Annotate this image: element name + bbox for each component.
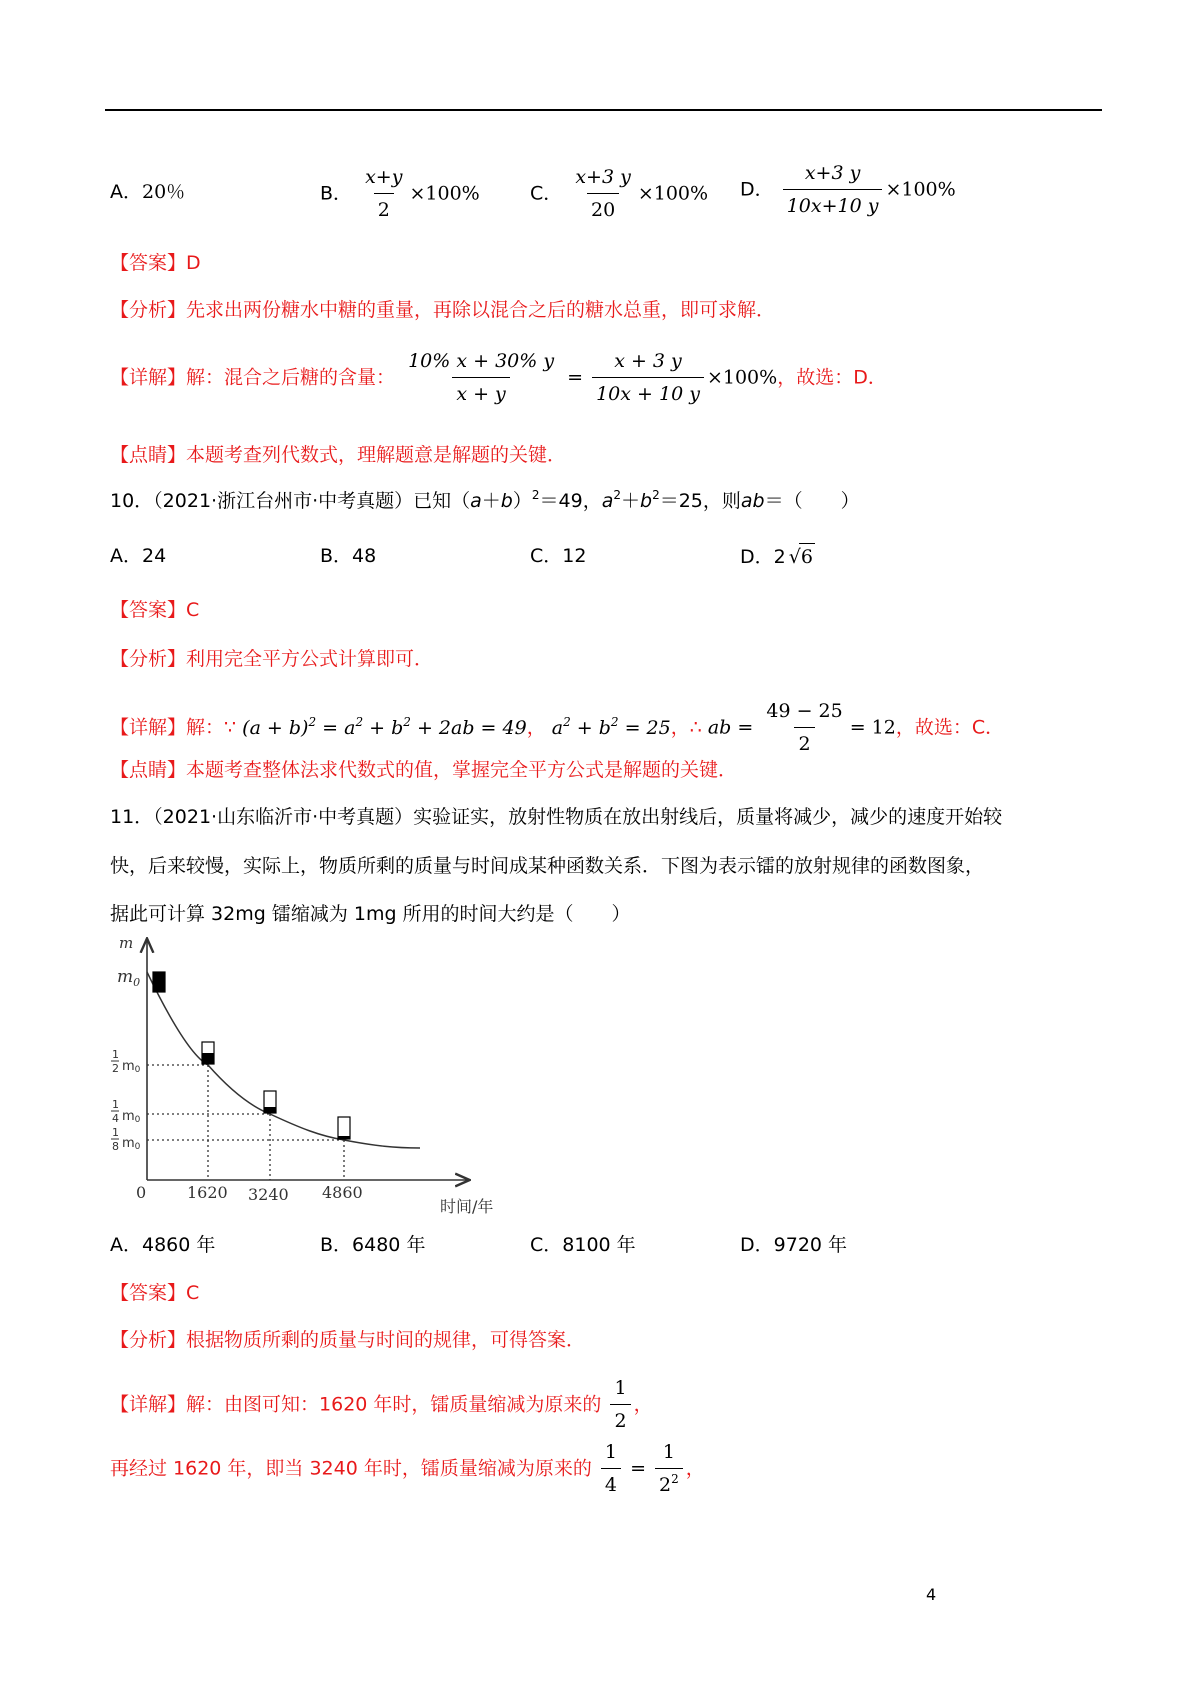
page-number: 4: [926, 1585, 937, 1604]
q10-stem: 10．（2021·浙江台州市·中考真题）已知$(a+b)^2=49$，$a^2+b^2=25$，则ab＝（ ）: [110, 488, 860, 512]
q10-choice-a: A．24: [110, 545, 167, 567]
q10-choice-d: D．2 √6: [740, 543, 815, 570]
m0-label: $m_0$: [117, 967, 141, 989]
half-m0-label: [111, 1048, 141, 1075]
svg-text:m0: m0: [122, 1109, 141, 1125]
decay-chart: [105, 930, 525, 1220]
fraction: $\frac{1}{2^2}$: [655, 1439, 683, 1498]
q10-comment: 【点睛】本题考查整体法求代数式的值，掌握完全平方公式是解题的关键．: [110, 759, 738, 781]
q11-stem-line2: 快，后来较慢，实际上，物质所剩的质量与时间成某种函数关系．下图为表示镭的放射规律的函数图象，: [110, 855, 985, 877]
q11-choice-d: D．9720 年: [740, 1234, 848, 1256]
x-tick-origin: 0: [136, 1183, 147, 1202]
x-tick-4860: 4860: [322, 1183, 363, 1202]
fraction: $\frac{1}{4}$: [601, 1439, 621, 1498]
fraction: $\frac{49 - 25}{2}$: [766, 700, 843, 755]
sample-half: [202, 1042, 214, 1064]
svg-text:1: 1: [112, 1048, 119, 1061]
fraction: $\frac{x + 3 y}{10x + 10 y}$: [592, 348, 704, 407]
sample-eighth: [338, 1117, 350, 1139]
svg-text:1: 1: [112, 1126, 119, 1139]
svg-text:2: 2: [112, 1062, 119, 1075]
q9-comment: 【点睛】本题考查列代数式，理解题意是解题的关键．: [110, 444, 567, 466]
q11-detail-line1: 【详解】解：由图可知：1620 年时，镭质量缩减为原来的 $\frac{1}{2}$ ，: [110, 1377, 653, 1432]
q10-answer: 【答案】C: [110, 599, 200, 621]
q9-choice-b: B． $\frac{x+y}{2}$ ×100%: [320, 166, 480, 221]
q10-analysis: 【分析】利用完全平方公式计算即可．: [110, 648, 434, 670]
q10-choice-b: B．48: [320, 545, 377, 567]
svg-text:8: 8: [112, 1140, 119, 1153]
q11-answer: 【答案】C: [110, 1282, 200, 1304]
q11-analysis: 【分析】根据物质所剩的质量与时间的规律，可得答案．: [110, 1329, 586, 1351]
x-tick-3240: 3240: [248, 1185, 289, 1204]
svg-text:1: 1: [112, 1098, 119, 1111]
q9-choice-c: C． $\frac{x+3 y}{20}$ ×100%: [530, 166, 709, 221]
quarter-m0-label: [111, 1098, 141, 1125]
eighth-m0-label: [111, 1126, 141, 1153]
header-rule: [105, 109, 1102, 111]
y-axis-label: m: [119, 934, 134, 952]
fraction: $\frac{x+3 y}{10x+10 y}$: [783, 160, 883, 219]
svg-text:m0: m0: [122, 1059, 141, 1075]
fraction: $\frac{x+y}{2}$: [365, 166, 403, 221]
q11-choice-b: B．6480 年: [320, 1234, 426, 1256]
decay-curve: [147, 972, 420, 1148]
q9-choice-d: D． $\frac{x+3 y}{10x+10 y}$ ×100%: [740, 162, 956, 217]
q11-choice-c: C．8100 年: [530, 1234, 636, 1256]
q9-analysis: 【分析】先求出两份糖水中糖的重量，再除以混合之后的糖水总重，即可求解．: [110, 299, 776, 321]
fraction: $\frac{1}{2}$: [610, 1375, 630, 1434]
q9-answer: 【答案】D: [110, 252, 201, 274]
svg-text:4: 4: [112, 1112, 119, 1125]
sample-quarter: [264, 1091, 276, 1113]
x-axis-label: 时间/年: [440, 1197, 494, 1216]
q11-detail-line2: 再经过 1620 年，即当 3240 年时，镭质量缩减为原来的 $\frac{1}{4}$ = $\frac{1}{2^2}$ ，: [110, 1441, 705, 1496]
svg-text:m0: m0: [122, 1136, 141, 1152]
q11-stem-line1: 11．（2021·山东临沂市·中考真题）实验证实，放射性物质在放出射线后，质量将减少，减少的速度开始较: [110, 806, 1003, 828]
fraction: $\frac{10\% x + 30\% y}{x + y}$: [408, 350, 555, 405]
fraction: $\frac{x+3 y}{20}$: [575, 166, 631, 221]
q10-choice-c: C．12: [530, 545, 587, 567]
q11-stem-line3: 据此可计算 32mg 镭缩减为 1mg 所用的时间大约是（ ）: [110, 903, 631, 925]
q9-detail: 【详解】解：混合之后糖的含量： $\frac{10\% x + 30\% y}{x + y}$ = $\frac{x + 3 y}{10x + 10 y}$ ×100%，故选：D．: [110, 350, 887, 405]
x-tick-1620: 1620: [187, 1183, 228, 1202]
q9-choice-a: A．20％: [110, 181, 186, 203]
q10-detail: 【详解】解：∵ $(a + b)^2 = a^2 + b^2 + 2ab = 49$， $a^2 + b^2 = 25$，∴ ab = $\frac{49 - 25}{2}$ = 12，故选：C．: [110, 700, 1005, 755]
sample-full: [153, 972, 165, 992]
q11-choice-a: A．4860 年: [110, 1234, 216, 1256]
